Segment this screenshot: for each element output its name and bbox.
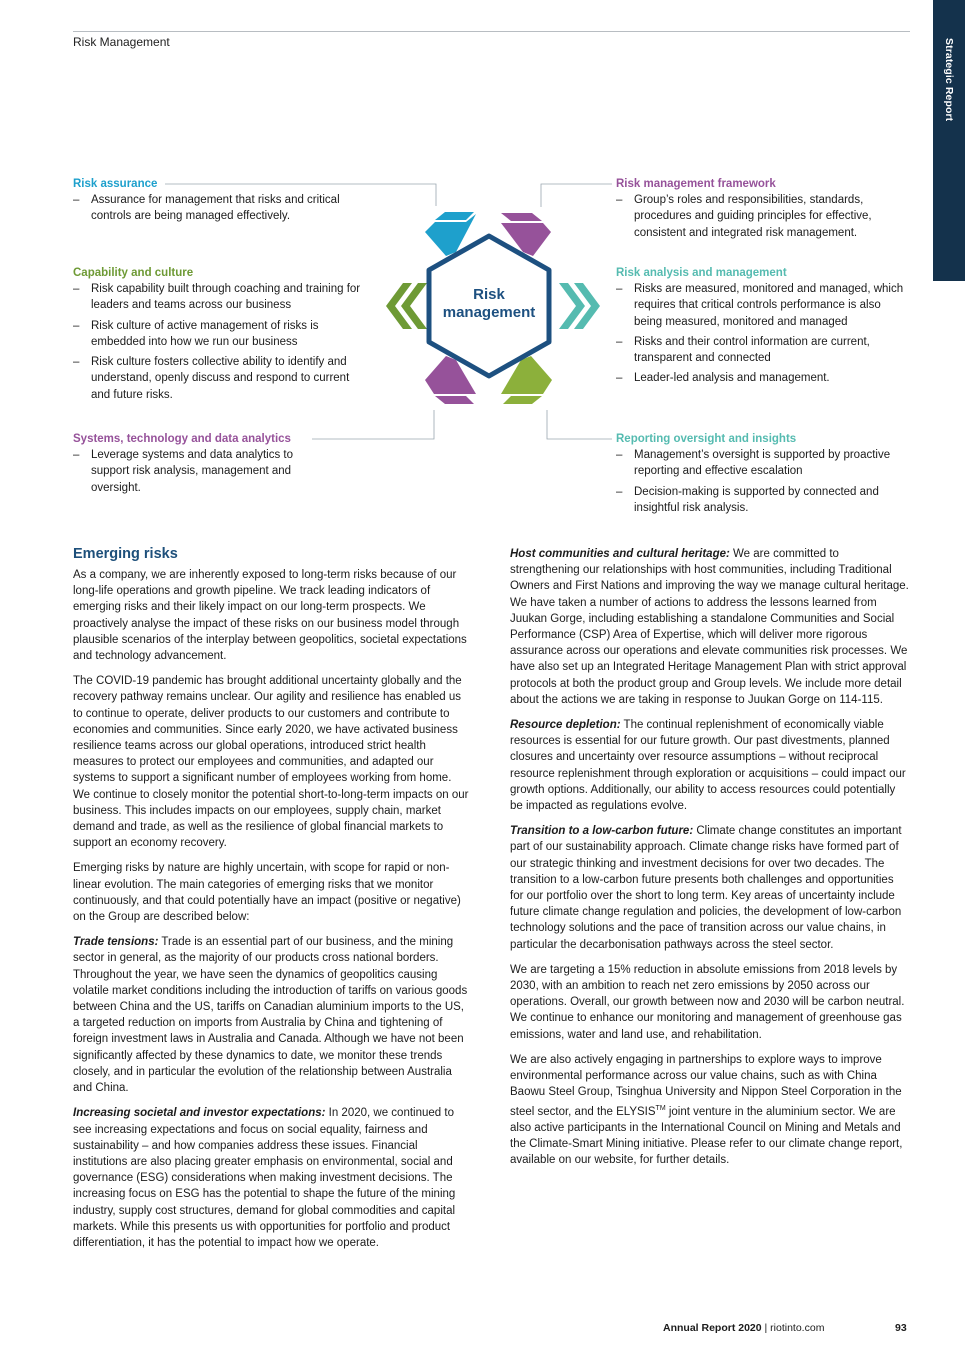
paragraph: Emerging risks by nature are highly uncertain, with scope for rapid or non-linear evolution. The main categories of emerging risks that we monitor continuously, and that could potentially have an impact (positive or negative) on the Group are described below: xyxy=(73,862,461,924)
lead-low-carbon: Transition to a low-carbon future: xyxy=(510,825,694,838)
block-capability-culture xyxy=(73,265,373,407)
list-item: – Risks and their control information are current, transparent and connected xyxy=(616,334,899,367)
list-item: – Leader-led analysis and management. xyxy=(616,370,911,386)
paragraph: The COVID-19 pandemic has brought additional uncertainty globally and the recovery pathway remains unclear. Our agility and resilience has enabled us to continue to operate, deliver products to our customers and contribute to economies and communities. Since early 2020, we have activated business resilience teams across our global operations, introduced strict health measures to protect our employees and communities, and adapted our systems to support a significant number of employees working from home. We continue to closely monitor the potential short-to-long-term impacts on our business. This includes impacts on our employees, supply chain, market demand and trade, as well as the resilience of global financial markets to support an economy recovery. xyxy=(73,675,469,850)
connector-reporting xyxy=(547,410,612,439)
left-column xyxy=(73,545,470,1260)
analysis-title: Risk analysis and management xyxy=(616,267,787,279)
block-risk-assurance xyxy=(73,176,353,229)
block-analysis xyxy=(616,265,911,391)
footer-separator: | xyxy=(761,1322,771,1334)
right-column xyxy=(510,546,910,1177)
paragraph-low-carbon xyxy=(510,823,910,953)
segment-capability xyxy=(386,283,427,329)
paragraph: As a company, we are inherently exposed to long-term risks because of our long-life operations and growth pipeline. We track leading indicators of emerging risks and their likely impact on our long-term prospects. We proactively analyse the impact of these risks on our business model through plausible scenarios of the interplay between geopolitics, societal expectations and technology advancement. xyxy=(73,569,467,663)
footer-site[interactable]: riotinto.com xyxy=(770,1322,825,1334)
text-trade-tensions: Trade is an essential part of our business, and the mining sector in general, as the majority of our products cross national borders. Throughout the year, we have seen the dynamics of geopolitics causing volatile market conditions including the introduction of tariffs on various goods between China and the US, tariffs on Canadian aluminium imports to the US, a targeted reduction on imports from Australia by China and tightening of foreign investment laws in Australia and Canada. Although we have not been significantly affected by these dynamics to date, we monitor these trends closely, and in particular the evolution of the relationship between Australia and China. xyxy=(73,936,468,1095)
text-partnerships-b: joint venture in the aluminium sector. We are also active participants in the International Council on Mining and Metals and the Climate-Smart Mining initiative. Please refer to our climate change report, available on our website, for further details. xyxy=(510,1105,903,1166)
connector-systems xyxy=(312,410,434,439)
list-item: – Leverage systems and data analytics to support risk analysis, management and oversight. xyxy=(73,447,306,496)
reporting-title: Reporting oversight and insights xyxy=(616,433,797,445)
text-resource-depletion: The continual replenishment of economically viable resources is essential for our future growth. Our past divestments, planned closures and uncertainty over resource assumptions – without reciprocal resource replenishment through exploration or acquisitions – could impact our growth options. Additionally, our ability to access resources could potentially be impacted as regulations evolve. xyxy=(510,719,906,813)
text-partnerships-a: We are also actively engaging in partnerships to explore ways to improve environmental performance across our value chains, such as with China Baowu Steel Group, Tsinghua University and Nippon Steel Corporation in the steel sector, and the ELYSIS xyxy=(510,1053,902,1118)
text-host-communities: We are committed to strengthening our relationships with host communities, including Traditional Owners and First Nations and improving the way we manage cultural heritage. We have taken a number of actions to address the lessons learned from Juukan Gorge, including establishing a standalone Communities and Social Performance (CSP) Area of Expertise, which will deliver more rigorous assurance across our operations and elevate communities risk processes. We have also set up an Integrated Heritage Management Plan with strict approval protocols at both the product group and Group levels. We include more detail about the actions we are taking in response to Juukan Gorge on 114-115. xyxy=(510,548,909,706)
capability-culture-title: Capability and culture xyxy=(73,267,194,279)
block-reporting xyxy=(616,431,911,520)
side-tab-label: Strategic Report xyxy=(943,38,955,122)
center-label-line1: Risk xyxy=(473,286,505,303)
center-label xyxy=(430,286,548,322)
list-item: – Management’s oversight is supported by proactive reporting and effective escalation xyxy=(616,447,911,480)
text-societal-expectations: In 2020, we continued to see increasing expectations and focus on social equality, fairness and sustainability – and how companies address these issues. Financial institutions are also placing greater emphasis on environmental, social and governance (ESG) considerations when making investment decisions. The increasing focus on ESG has the potential to shape the future of the mining industry, supply cost structures, demand for global commodities and capital markets. While this presents us with opportunities for portfolio and product differentiation, it has the potential to impact how we operate. xyxy=(73,1107,456,1249)
emerging-risks-heading: Emerging risks xyxy=(73,546,178,562)
connector-framework xyxy=(541,184,612,207)
list-item: – Risks are measured, monitored and managed, which requires that critical controls performance is also being measured, monitored and managed xyxy=(616,281,906,330)
segment-analysis xyxy=(559,283,600,329)
lead-host-communities: Host communities and cultural heritage: xyxy=(510,548,730,560)
lead-societal-expectations: Increasing societal and investor expectations: xyxy=(73,1107,326,1120)
paragraph-partnerships xyxy=(510,1052,910,1168)
list-item: – Risk capability built through coaching and training for leaders and teams across our business xyxy=(73,281,373,314)
block-framework xyxy=(616,176,911,245)
paragraph-host-communities xyxy=(510,546,910,708)
list-item: – Assurance for management that risks and critical controls are being managed effectively. xyxy=(73,192,341,225)
list-item: – Group’s roles and responsibilities, standards, procedures and guiding principles for effective, consistent and integrated risk management. xyxy=(616,192,896,241)
list-item: – Risk culture of active management of risks is embedded into how we run our business xyxy=(73,318,349,351)
systems-title: Systems, technology and data analytics xyxy=(73,433,291,445)
risk-management-diagram xyxy=(0,0,965,540)
paragraph-societal-expectations xyxy=(73,1105,470,1251)
center-label-line2: management xyxy=(442,304,536,321)
footer-report xyxy=(663,1322,824,1334)
paragraph-trade-tensions xyxy=(73,934,470,1096)
footer-report-title: Annual Report 2020 xyxy=(663,1322,762,1334)
page-number: 93 xyxy=(895,1322,907,1334)
section-title: Risk Management xyxy=(73,35,170,49)
text-low-carbon: Climate change constitutes an important part of our sustainability approach. Climate change risks have formed part of our strategic thinking and investment decisions for over two decades. The transition to a low-carbon future presents both challenges and opportunities for our portfolio over the short to long term. Key areas of uncertainty include future climate change regulation and policies, the development of low-carbon technology solutions and the pace of transition across our value chains, in particular the decarbonisation pathways across the steel sector. xyxy=(510,825,902,951)
risk-assurance-title: Risk assurance xyxy=(73,178,158,190)
block-systems xyxy=(73,431,313,500)
lead-resource-depletion: Resource depletion: xyxy=(510,719,621,732)
list-item: – Risk culture fosters collective ability to identify and understand, openly discuss and respond to current and future risks. xyxy=(73,354,356,403)
paragraph: We are targeting a 15% reduction in absolute emissions from 2018 levels by 2030, with an ambition to reach net zero emissions by 2050 across our operations. Overall, our growth between now and 2030 will be carbon neutral. We continue to enhance our monitoring and management of greenhouse gas emissions, water and land use, and rehabilitation. xyxy=(510,963,905,1041)
lead-trade-tensions: Trade tensions: xyxy=(73,936,159,949)
list-item: – Decision-making is supported by connected and insightful risk analysis. xyxy=(616,484,899,517)
trademark-mark: TM xyxy=(655,1104,666,1112)
framework-title: Risk management framework xyxy=(616,178,776,190)
paragraph-resource-depletion xyxy=(510,717,910,814)
